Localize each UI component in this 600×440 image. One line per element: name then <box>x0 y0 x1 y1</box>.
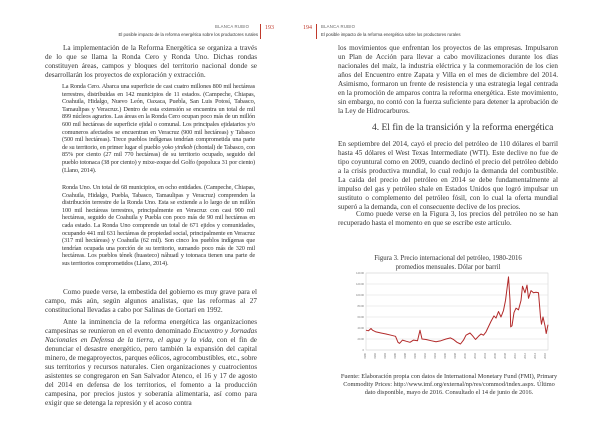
x-tick-label: 1984 <box>384 353 387 359</box>
x-tick-label: 2004 <box>484 353 487 359</box>
left-header-divider <box>260 24 261 39</box>
para-text: Ante la inminencia de la reforma energética las organizaciones campesinas se reunieron en el evento denominado <box>45 318 257 335</box>
x-tick-label: 2010 <box>514 353 517 359</box>
para-italic: Encuentro y Jornadas Nacionales en Defensa de la tierra, el agua y la vida, <box>45 327 257 344</box>
y-tick-label: 40.00 <box>357 327 364 330</box>
x-tick-label: 2000 <box>464 353 467 359</box>
section-heading: 4. El fin de la transición y la reforma energética <box>372 123 554 133</box>
x-tick-label: 2002 <box>474 353 477 359</box>
left-page-number: 193 <box>265 25 274 31</box>
right-header-author: BLANCA RUBIO <box>321 24 356 29</box>
x-tick-label: 1980 <box>364 353 367 359</box>
x-tick-label: 2008 <box>504 353 507 359</box>
oil-price-chart <box>345 270 555 365</box>
x-tick-label: 2006 <box>494 353 497 359</box>
right-paragraph-1: los movimientos que enfrentan los proyectos de las empresas. Impulsaron un Plan de Acción para llevar a cabo movilizaciones durante los días nacionales del maíz, la industria eléctrica y la conmemoración de los cien años del Encuentro entre Zapata y Villa en el mes de diciembre del 2014. Asimismo, formaron un frente de resistencia y una estrategia legal centrada en la promoción de amparos contra la reforma energética. Este movimiento, sin embargo, no contó con la fuerza suficiente para detener la aprobación de la Ley de Hidrocarburos. <box>338 44 558 115</box>
left-header-subtitle: El posible impacto de la reforma energética sobre los productores rurales <box>118 32 258 37</box>
figure-caption-line-1: Figura 3. Precio internacional del petróleo, 1980-2016 <box>374 255 522 262</box>
quote-text: (chontal) de Tabasco, con 85% por ciento (27 mil 770 hectáreas) de su territorio ocupado, seguido del pueblo totonaca (38 por ciento) y mixe-zoque del Golfo (popoluca 31 por ciento) (Llano, 2014). <box>62 143 255 174</box>
x-tick-label: 1982 <box>374 353 377 359</box>
quote-italic: yoko yinikob <box>161 143 193 151</box>
right-header-subtitle: El posible impacto de la reforma energética sobre los productores rurales <box>321 32 461 37</box>
y-tick-label: 0 <box>362 349 364 352</box>
x-tick-label: 1992 <box>424 353 427 359</box>
left-quote-ronda-uno: Ronda Uno. Un total de 68 municipios, en ocho entidades. (Campeche, Chiapas, Coahuila, Hidalgo, Puebla, Tabasco, Tamaulipas y Veracruz) comprenden la distribución terrestre de la Ronda Uno. Esta se extiende a lo largo de un millón 100 mil hectáreas terrestres, principalmente en Veracruz con casi 900 mil hectáreas, seguido de Coahuila y Puebla con poco más de 90 mil hectáreas en cada estado. La Ronda Uno comprende un total de 671 ejidos y comunidades, ocupando 441 mil 631 hectáreas de propiedad social, principalmente en Veracruz (317 mil hectáreas) y Coahuila (62 mil). Son cinco los pueblos indígenas que tendrían ocupada una porción de su territorio, sumando poco más de 320 mil hectáreas. Los pueblos tének (huasteco) náhuatl y totonaca tienen una parte de sus territorios comprometidos (Llano, 2014). <box>62 184 255 267</box>
x-tick-label: 1998 <box>454 353 457 359</box>
x-tick-label: 2014 <box>534 353 537 359</box>
x-tick-label: 1988 <box>404 353 407 359</box>
left-paragraph-1: La implementación de la Reforma Energética se organiza a través de lo que se llama la Ronda Cero y Ronda Uno. Dichas rondas constituyen áreas, campos y bloques del territorio nacional donde se desarrollarán los proyectos de exploración y extracción. <box>45 44 257 79</box>
y-tick-label: 120.00 <box>356 283 364 286</box>
y-tick-label: 100.00 <box>356 294 364 297</box>
y-tick-label: 60.00 <box>357 316 364 319</box>
para-text: con el fin de denunciar el desastre energético, pero también la expansión del capital minero, de megaproyectos, parques eólicos, agrocombustibles, etc., sobre sus territorios y recursos naturales. Cien organizaciones y cuatrocientos asistentes se congregaron en San Salvador Atenco, el 16 y 17 de agosto del 2014 en defensa de los territorios, el fomento a la producción campesina, por precios justos y soberanía alimentaria, así como para exigir que se detenga la represión y el acoso contra <box>45 336 258 407</box>
y-tick-label: 140.00 <box>356 272 364 275</box>
x-tick-label: 1990 <box>414 353 417 359</box>
figure-source: Fuente: Elaboración propia con datos de International Monetary Fund (FMI), Primary Commodity Prices: http://www.imf.org/external/np/res/commod/index.aspx. Último dato disponible, mayo de 2016. Consultado el 14 de junio de 2016. <box>340 373 558 396</box>
x-tick-label: 2016 <box>544 353 547 359</box>
right-page-number: 194 <box>303 25 312 31</box>
right-header-divider <box>316 24 317 39</box>
left-paragraph-3 <box>45 318 257 408</box>
plot-area <box>366 273 548 350</box>
left-quote-ronda-cero <box>62 83 255 174</box>
y-tick-label: 20.00 <box>357 338 364 341</box>
x-tick-label: 1994 <box>434 353 437 359</box>
quote-text: La Ronda Cero. Abarca una superficie de casi cuatro millones 800 mil hectáreas terrestres, distribuidas en 142 municipios de 11 estados. (Campeche, Chiapas, Coahuila, Hidalgo, Nuevo León, Oaxaca, Puebla, San Luis Potosí, Tabasco, Tamaulipas y Veracruz.) Dentro de esta extensión se encuentra un total de mil 899 núcleos agrarios. Las áreas en la Ronda Cero ocupan poco más de un millón 600 mil hectáreas de superficie ejidal o comunal. Los principales ejidatarios y/o comuneros afectados se encuentran en Veracruz (900 mil hectáreas) y Tabasco (500 mil hectáreas). Trece pueblos indígenas tendrían comprometida una parte de su territorio, en primer lugar el pueblo <box>62 83 255 151</box>
left-paragraph-2: Como puede verse, la embestida del gobierno es muy grave para el campo, más aún, según algunos analistas, que las reformas al 27 constitucional llevadas a cabo por Salinas de Gortari en 1992. <box>45 288 257 314</box>
x-tick-label: 2012 <box>524 353 527 359</box>
y-tick-label: 80.00 <box>357 305 364 308</box>
left-header-author: BLANCA RUBIO <box>215 24 250 29</box>
x-tick-label: 1986 <box>394 353 397 359</box>
x-tick-label: 1996 <box>444 353 447 359</box>
figure-caption-line-2: promedios mensuales. Dólar por barril <box>395 263 501 271</box>
right-paragraph-3: Como puede verse en la Figura 3, los precios del petróleo no se han recuperado hasta el momento en que se escribe este artículo. <box>338 210 558 227</box>
right-paragraph-2: En septiembre del 2014, cayó el precio del petróleo de 110 dólares el barril hasta 45 dólares el West Texas Intermediate (WTI). Este declive no fue de tipo coyuntural como en 2009, cuando declinó el precio del petróleo debido a la crisis productiva mundial, lo cual redujo la demanda del combustible. La caída del precio del petróleo en 2014 se debe fundamentalmente al impulso del gas y petróleo shale en Estados Unidos que logró impulsar un sustituto o complemento del petróleo fósil, con lo cual la oferta mundial superó a la demanda, con el consecuente declive de los precios. <box>338 140 558 211</box>
